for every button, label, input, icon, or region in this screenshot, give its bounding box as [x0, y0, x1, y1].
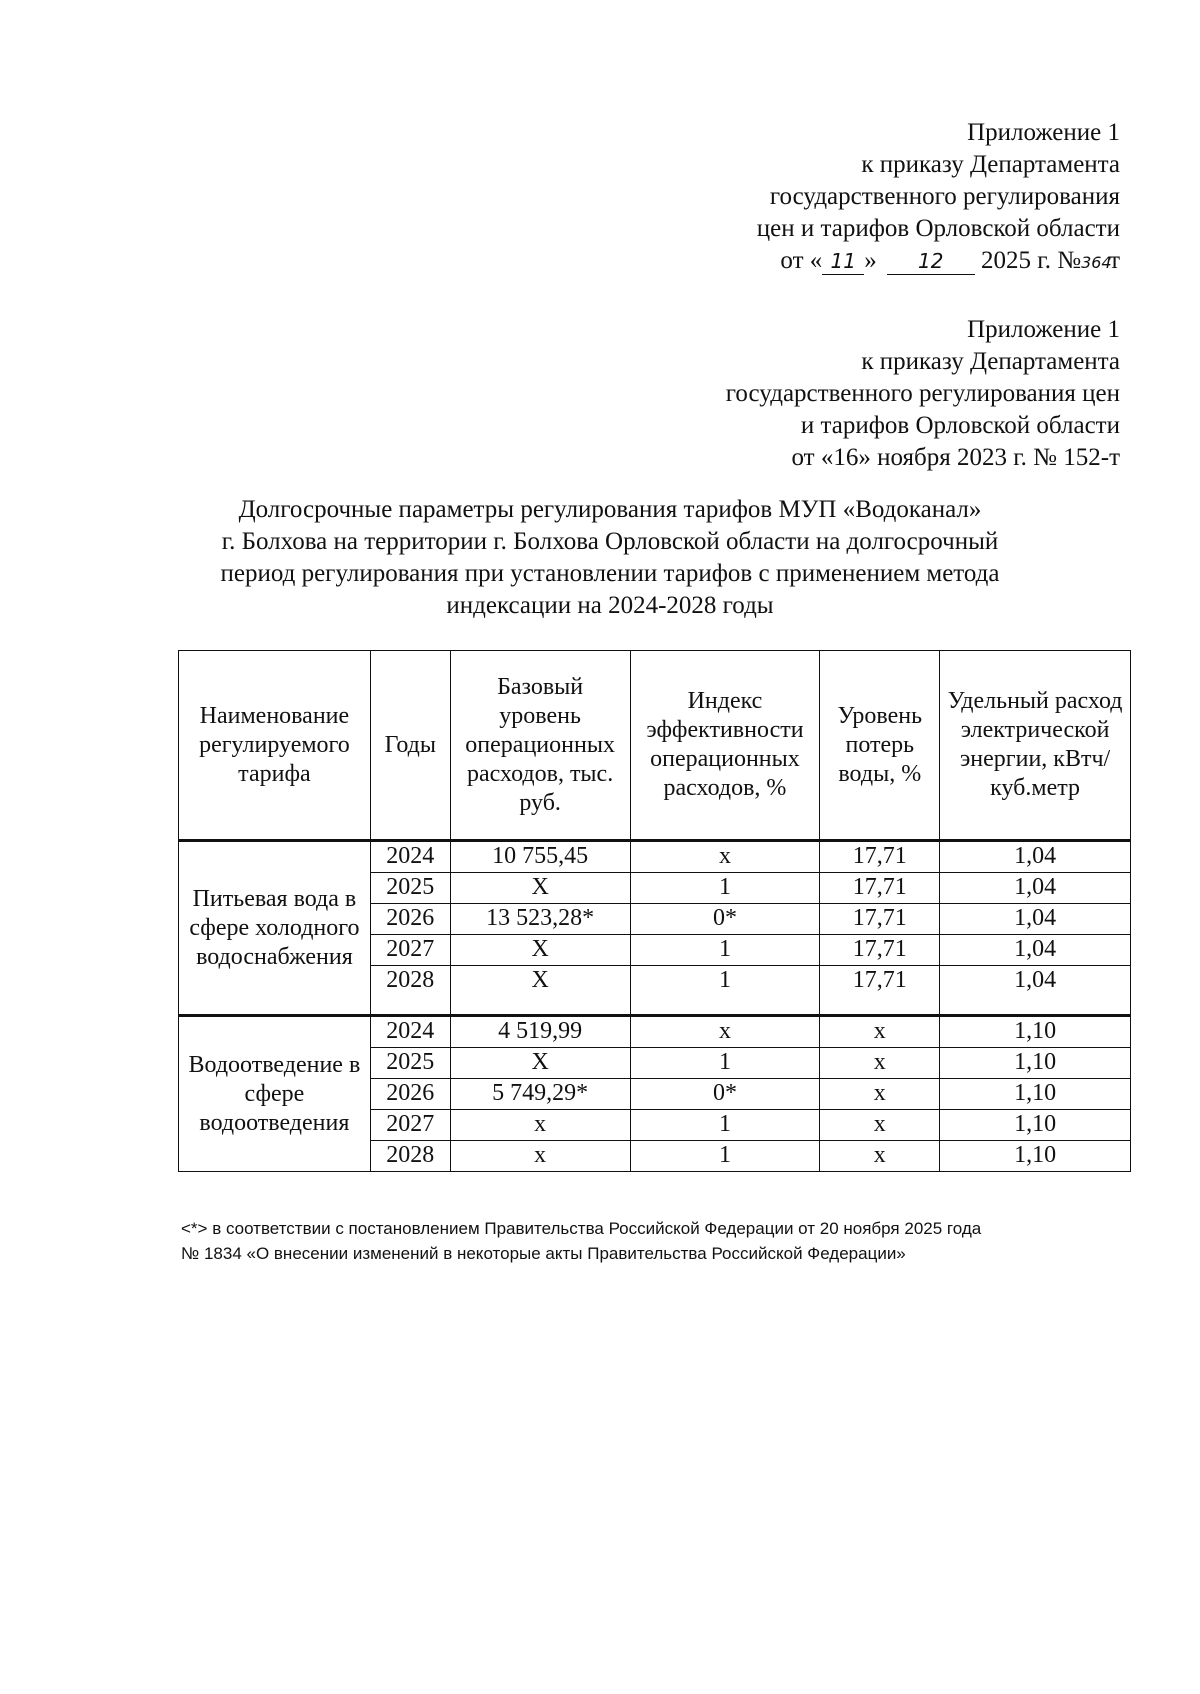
year-cell: 2028 [370, 966, 450, 1016]
appendix-region-line: цен и тарифов Орловской области [756, 215, 1120, 242]
losses-cell: 17,71 [820, 904, 940, 935]
appendix-department-line: государственного регулирования [769, 183, 1120, 210]
appendix-date-line [757, 245, 1120, 277]
appendix-department-line: государственного регулирования цен [725, 380, 1120, 407]
energy-cell: 1,10 [940, 1016, 1131, 1048]
year-cell: 2025 [370, 873, 450, 904]
index-cell: 0* [630, 904, 820, 935]
losses-cell: 17,71 [820, 841, 940, 873]
header-water-losses: Уровень потерь воды, % [820, 651, 940, 841]
index-cell: 1 [630, 935, 820, 966]
header-tariff-name: Наименование регулируемого тарифа [179, 651, 371, 841]
date-month-handwritten: 12 [887, 248, 975, 275]
date-prefix: от « [780, 247, 823, 274]
table-row [179, 841, 1131, 873]
year-cell: 2025 [370, 1048, 450, 1079]
appendix-region-line: и тарифов Орловской области [800, 412, 1120, 439]
base-cell: 13 523,28* [450, 904, 630, 935]
appendix-date-line: от «16» ноября 2023 г. № 152-т [791, 444, 1120, 471]
header-efficiency-index: Индекс эффективности операционных расходов, % [630, 651, 820, 841]
index-cell: 1 [630, 873, 820, 904]
base-cell: Х [450, 935, 630, 966]
energy-cell: 1,04 [940, 966, 1131, 1016]
losses-cell: 17,71 [820, 935, 940, 966]
header-energy-consumption: Удельный расход электрической энергии, кВтч/куб.метр [940, 651, 1131, 841]
date-day-handwritten: 11 [822, 248, 864, 275]
title-line: период регулирования при установлении тарифов с применением метода [220, 560, 1000, 587]
document-title [180, 494, 1040, 622]
year-cell: 2028 [370, 1141, 450, 1172]
year-cell: 2024 [370, 1016, 450, 1048]
losses-cell: 17,71 [820, 966, 940, 1016]
appendix-header-current [757, 117, 1120, 277]
energy-cell: 1,04 [940, 873, 1131, 904]
title-line: Долгосрочные параметры регулирования тарифов МУП «Водоканал» [238, 496, 982, 523]
parameters-table [178, 650, 1131, 1172]
base-cell: х [450, 1110, 630, 1141]
base-cell: х [450, 1141, 630, 1172]
group-drinking-water [179, 841, 1131, 1016]
group-wastewater [179, 1016, 1131, 1172]
year-cell: 2026 [370, 904, 450, 935]
losses-cell: х [820, 1016, 940, 1048]
base-cell: 10 755,45 [450, 841, 630, 873]
group-name-cell: Питьевая вода в сфере холодного водоснабжения [179, 841, 371, 1016]
footnote-line: № 1834 «О внесении изменений в некоторые акты Правительства Российской Федерации» [181, 1244, 906, 1263]
year-cell: 2024 [370, 841, 450, 873]
base-cell: 5 749,29* [450, 1079, 630, 1110]
title-line: г. Болхова на территории г. Болхова Орловской области на долгосрочный [221, 528, 999, 555]
losses-cell: 17,71 [820, 873, 940, 904]
losses-cell: х [820, 1079, 940, 1110]
appendix-label: Приложение 1 [967, 119, 1120, 146]
date-mid: » [864, 247, 877, 274]
year-cell: 2027 [370, 1110, 450, 1141]
year-cell: 2026 [370, 1079, 450, 1110]
losses-cell: х [820, 1110, 940, 1141]
title-line: индексации на 2024-2028 годы [446, 592, 774, 619]
energy-cell: 1,10 [940, 1141, 1131, 1172]
order-number-handwritten: 364 [1081, 253, 1112, 272]
energy-cell: 1,04 [940, 904, 1131, 935]
index-cell: 0* [630, 1079, 820, 1110]
index-cell: 1 [630, 1048, 820, 1079]
appendix-header-original [726, 314, 1120, 474]
energy-cell: 1,10 [940, 1079, 1131, 1110]
base-cell: Х [450, 873, 630, 904]
energy-cell: 1,04 [940, 935, 1131, 966]
order-suffix: т [1109, 247, 1120, 274]
index-cell: 1 [630, 1110, 820, 1141]
appendix-order-line: к приказу Департамента [861, 151, 1120, 178]
losses-cell: х [820, 1141, 940, 1172]
base-cell: Х [450, 966, 630, 1016]
header-base-opex: Базовый уровень операционных расходов, тыс. руб. [450, 651, 630, 841]
header-year: Годы [370, 651, 450, 841]
losses-cell: х [820, 1048, 940, 1079]
index-cell: х [630, 841, 820, 873]
index-cell: 1 [630, 1141, 820, 1172]
energy-cell: 1,10 [940, 1048, 1131, 1079]
base-cell: 4 519,99 [450, 1016, 630, 1048]
date-year: 2025 г. № [981, 247, 1082, 274]
year-cell: 2027 [370, 935, 450, 966]
table-row [179, 1016, 1131, 1048]
energy-cell: 1,10 [940, 1110, 1131, 1141]
footnote [181, 1216, 1081, 1266]
footnote-line: <*> в соответствии с постановлением Правительства Российской Федерации от 20 ноября 2025 года [181, 1219, 982, 1238]
table-header-row [179, 651, 1131, 841]
index-cell: х [630, 1016, 820, 1048]
energy-cell: 1,04 [940, 841, 1131, 873]
appendix-label: Приложение 1 [967, 316, 1120, 343]
group-name-cell: Водоотведение в сфере водоотведения [179, 1016, 371, 1172]
appendix-order-line: к приказу Департамента [861, 348, 1120, 375]
base-cell: Х [450, 1048, 630, 1079]
index-cell: 1 [630, 966, 820, 1016]
